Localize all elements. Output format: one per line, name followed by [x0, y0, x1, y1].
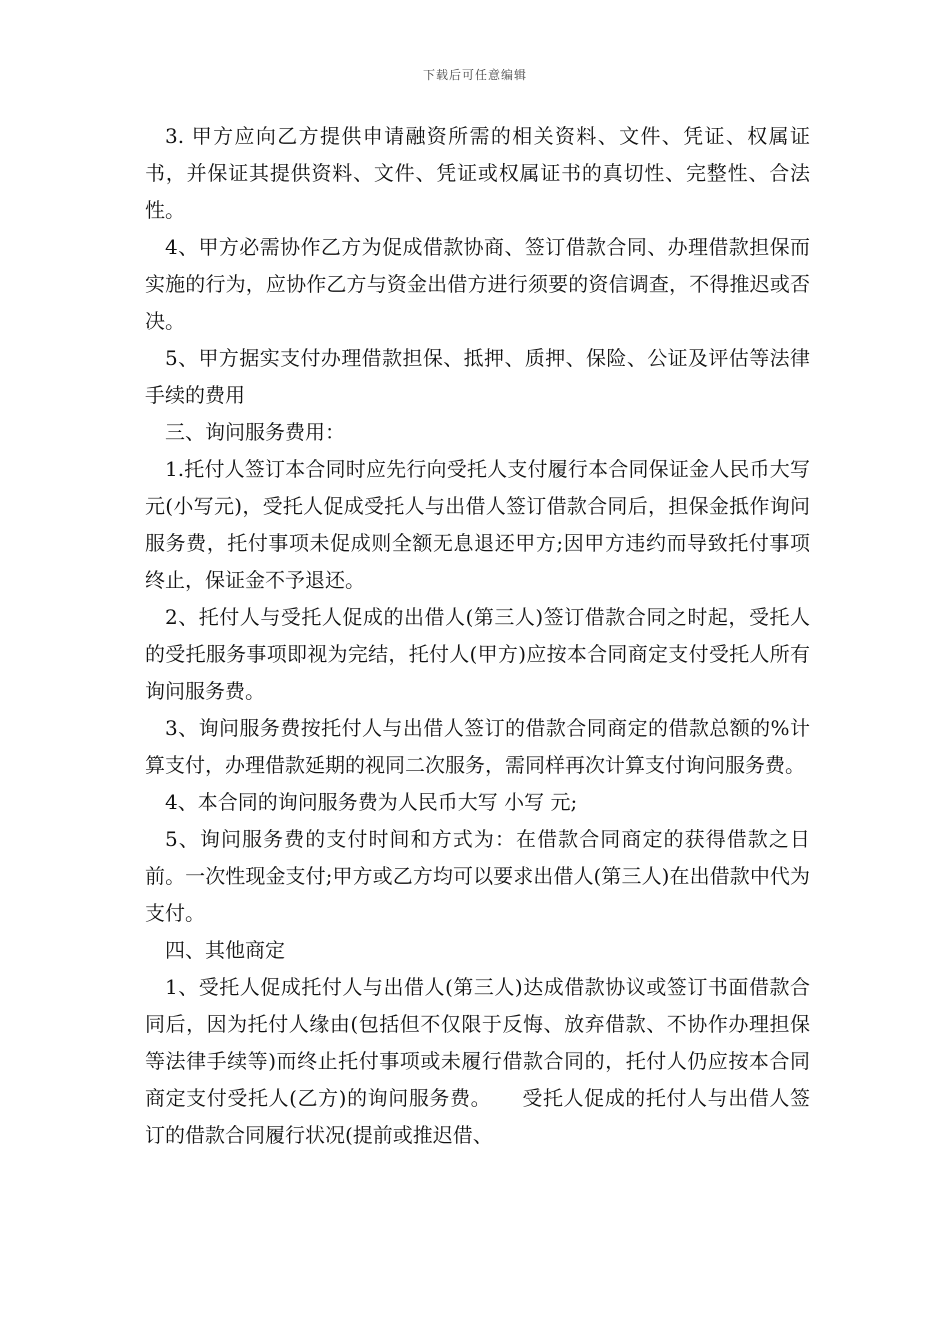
section-3-paragraph-1: 1.托付人签订本合同时应先行向受托人支付履行本合同保证金人民币大写 元(小写元)，受托人促成受托人与出借人签订借款合同后，担保金抵作询问服务费，托付事项未促成则全额无息退还甲方;因甲方违约而导致托付事项终止，保证金不予退还。 — [145, 457, 817, 592]
paragraph-3: 3. 甲方应向乙方提供申请融资所需的相关资料、文件、凭证、权属证书，并保证其提供资料、文件、凭证或权属证书的真切性、完整性、合法性。 — [145, 124, 810, 222]
section-3-heading: 三、询问服务费用： — [165, 420, 345, 444]
section-3-paragraph-5: 5、询问服务费的支付时间和方式为：在借款合同商定的获得借款之日前。一次性现金支付;甲方或乙方均可以要求出借人(第三人)在出借款中代为支付。 — [145, 827, 810, 925]
section-3-paragraph-2: 2、托付人与受托人促成的出借人(第三人)签订借款合同之时起，受托人的受托服务事项即视为完结，托付人(甲方)应按本合同商定支付受托人所有询问服务费。 — [145, 605, 810, 703]
document-body — [145, 118, 817, 1154]
paragraph-4: 4、甲方必需协作乙方为促成借款协商、签订借款合同、办理借款担保而实施的行为，应协作乙方与资金出借方进行须要的资信调查，不得推迟或否决。 — [145, 235, 810, 333]
section-3-paragraph-3: 3、询问服务费按托付人与出借人签订的借款合同商定的借款总额的%计算支付，办理借款延期的视同二次服务，需同样再次计算支付询问服务费。 — [145, 716, 810, 777]
section-3-paragraph-4: 4、本合同的询问服务费为人民币大写 小写 元; — [165, 790, 578, 814]
header-note: 下载后可任意编辑 — [422, 68, 527, 82]
paragraph-5: 5、甲方据实支付办理借款担保、抵押、质押、保险、公证及评估等法律手续的费用 — [145, 346, 810, 407]
section-4-heading: 四、其他商定 — [165, 938, 285, 962]
section-4-paragraph-1: 1、受托人促成托付人与出借人(第三人)达成借款协议或签订书面借款合同后，因为托付人缘由(包括但不仅限于反悔、放弃借款、不协作办理担保等法律手续等)而终止托付事项或未履行借款合同的，托付人仍应按本合同商定支付受托人(乙方)的询问服务费。 受托人促成的托付人与出借人签订的借款合同履行状况(提前或推迟借、 — [145, 975, 810, 1147]
